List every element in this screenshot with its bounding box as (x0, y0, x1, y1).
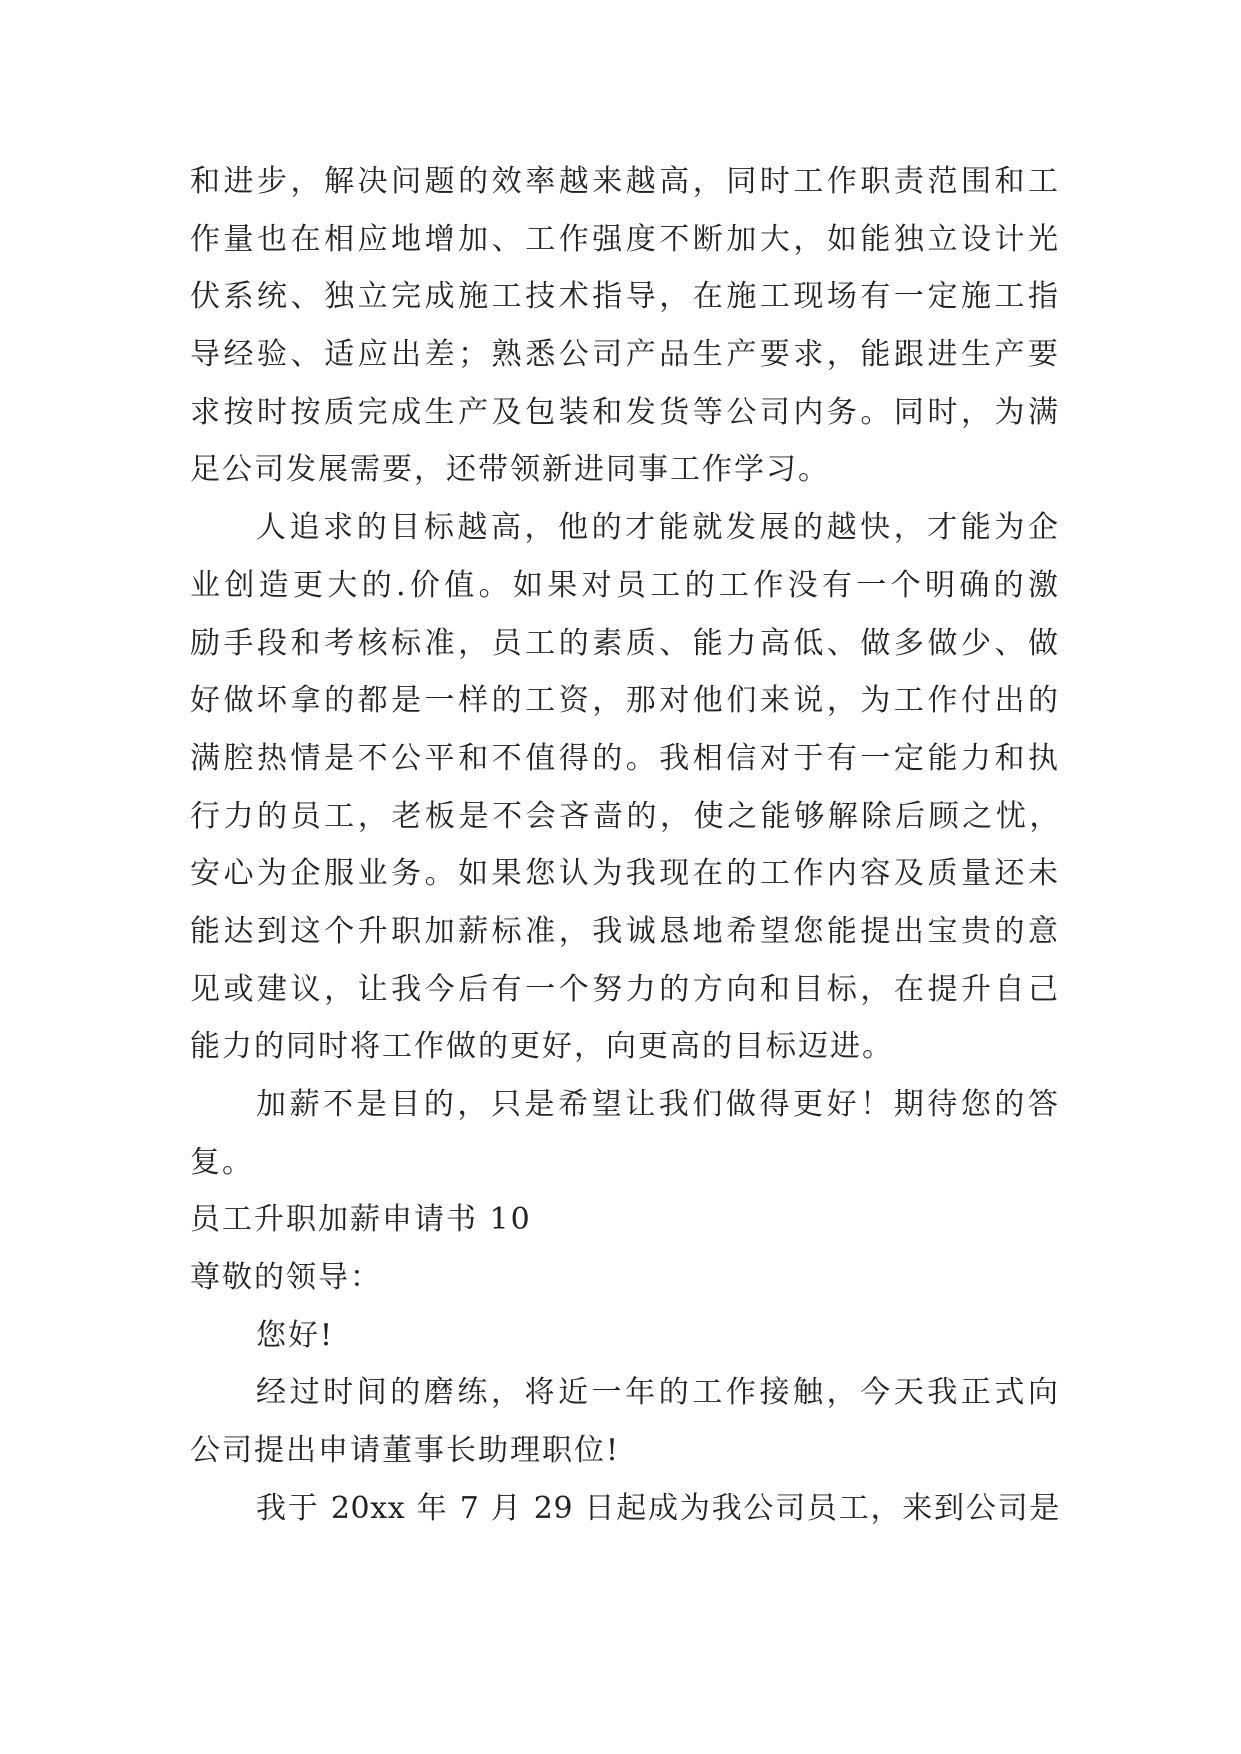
text-line: 作量也在相应地增加、工作强度不断加大，如能独立设计光 (190, 221, 1060, 257)
text-line: 励手段和考核标准，员工的素质、能力高低、做多做少、做 (190, 625, 1060, 661)
salutation: 尊敬的领导： (190, 1260, 382, 1296)
text-line: 公司提出申请董事长助理职位! (190, 1433, 621, 1469)
greeting: 您好! (256, 1317, 335, 1353)
paragraph-first-line: 经过时间的磨练，将近一年的工作接触，今天我正式向 (256, 1375, 1060, 1411)
text-line: 满腔热情是不公平和不值得的。我相信对于有一定能力和执 (190, 740, 1060, 776)
text-line: 安心为企服业务。如果您认为我现在的工作内容及质量还未 (190, 856, 1060, 892)
text-line: 导经验、适应出差；熟悉公司产品生产要求，能跟进生产要 (190, 337, 1060, 373)
text-line: 见或建议，让我今后有一个努力的方向和目标，在提升自己 (190, 971, 1060, 1007)
paragraph-first-line: 我于 20xx 年 7 月 29 日起成为我公司员工，来到公司是 (256, 1490, 1060, 1526)
text-line: 足公司发展需要，还带领新进同事工作学习。 (190, 452, 830, 488)
document-body (190, 153, 1060, 1538)
text-line: 求按时按质完成生产及包装和发货等公司内务。同时，为满 (190, 394, 1060, 430)
text-line: 和进步，解决问题的效率越来越高，同时工作职责范围和工 (190, 164, 1060, 199)
text-line: 复。 (190, 1144, 254, 1180)
text-line: 能力的同时将工作做的更好，向更高的目标迈进。 (190, 1029, 894, 1065)
paragraph-first-line: 加薪不是目的，只是希望让我们做得更好！期待您的答 (256, 1087, 1060, 1122)
section-title: 员工升职加薪申请书 10 (190, 1202, 532, 1238)
text-line: 业创造更大的.价值。如果对员工的工作没有一个明确的激 (190, 567, 1060, 603)
text-line: 伏系统、独立完成施工技术指导，在施工现场有一定施工指 (190, 279, 1060, 315)
text-line: 好做坏拿的都是一样的工资，那对他们来说，为工作付出的 (190, 683, 1060, 719)
text-line: 能达到这个升职加薪标准，我诚恳地希望您能提出宝贵的意 (190, 913, 1060, 949)
paragraph-first-line: 人追求的目标越高，他的才能就发展的越快，才能为企 (256, 510, 1060, 546)
text-line: 行力的员工，老板是不会吝啬的，使之能够解除后顾之忧， (190, 798, 1060, 834)
